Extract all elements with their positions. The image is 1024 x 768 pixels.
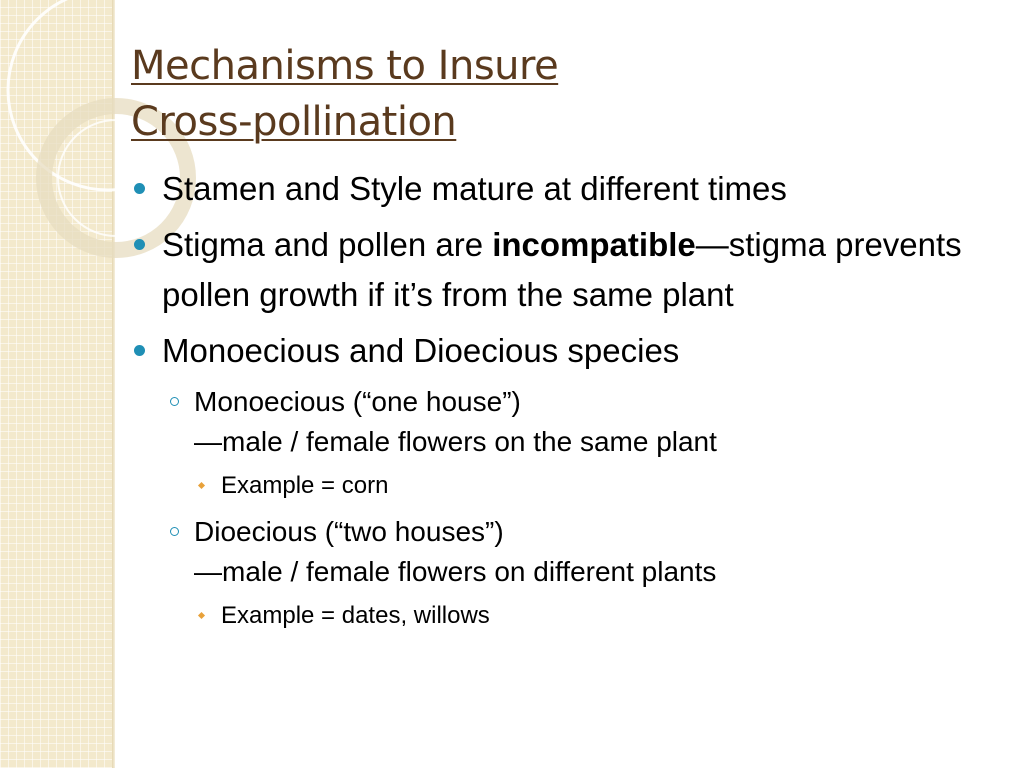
bullet-text-before: Stigma and pollen are <box>162 226 493 263</box>
small-diamond-bullet-icon <box>198 612 205 619</box>
sub-bullet-line2: —male / female flowers on the same plant <box>194 426 717 457</box>
sub-bullet-monoecious <box>194 382 1004 462</box>
example-text: Example = corn <box>221 472 389 499</box>
bullet-dot-icon <box>134 183 145 194</box>
ring-bullet-icon <box>170 527 179 536</box>
sub-bullet-line1: Monoecious (“one house”) <box>194 386 521 417</box>
bullet-item-1 <box>134 164 1004 214</box>
small-diamond-bullet-icon <box>198 482 205 489</box>
bullet-text-after: —stigma prevents pollen growth if it’s from the same plant <box>162 226 962 313</box>
sub-bullet-line2: —male / female flowers on different plants <box>194 556 717 587</box>
bullet-dot-icon <box>134 345 145 356</box>
example-monoecious <box>221 468 1004 504</box>
sub-bullet-line1: Dioecious (“two houses”) <box>194 516 504 547</box>
bullet-item-3 <box>134 326 1004 376</box>
title-line-1: Mechanisms to Insure <box>131 43 559 89</box>
slide-title <box>131 38 558 150</box>
bullet-text: Stamen and Style mature at different times <box>162 170 787 207</box>
sub-bullet-dioecious <box>194 512 1004 592</box>
slide-content <box>134 164 1004 642</box>
title-line-2: Cross-pollination <box>131 99 457 145</box>
ring-bullet-icon <box>170 397 179 406</box>
bullet-text: Monoecious and Dioecious species <box>162 332 680 369</box>
example-dioecious <box>221 598 1004 634</box>
example-text: Example = dates, willows <box>221 602 490 629</box>
bullet-bold-term: incompatible <box>492 226 696 263</box>
bullet-dot-icon <box>134 239 145 250</box>
bullet-item-2 <box>134 220 1004 320</box>
